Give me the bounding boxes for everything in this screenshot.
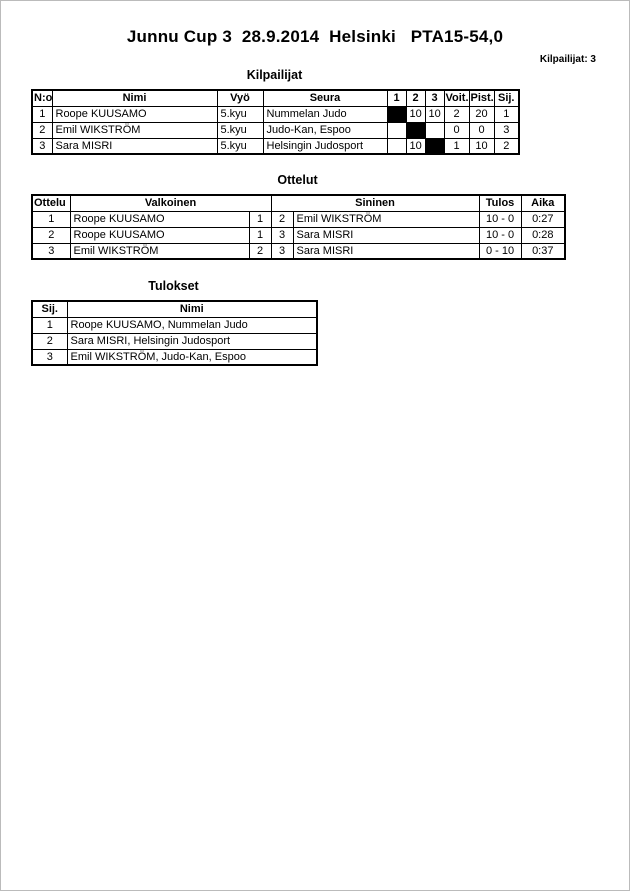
cell-tulos: 10 - 0 <box>479 211 521 227</box>
table-row <box>32 317 317 333</box>
cell-white-name: Roope KUUSAMO <box>70 227 249 243</box>
cell-aika: 0:37 <box>521 243 565 259</box>
col-ottelu: Ottelu <box>32 195 70 211</box>
col-sij: Sij. <box>494 90 519 106</box>
cell-blue-num: 3 <box>271 227 293 243</box>
tulokset-section <box>31 279 629 366</box>
kilpailijat-table <box>31 89 520 155</box>
col-vyo: Vyö <box>217 90 263 106</box>
cell-sij: 1 <box>494 106 519 122</box>
tulokset-heading: Tulokset <box>148 279 199 293</box>
cell-no: 3 <box>32 138 52 154</box>
cell-tulos: 10 - 0 <box>479 227 521 243</box>
table-row <box>32 138 519 154</box>
ottelut-heading: Ottelut <box>277 173 318 187</box>
cell-nimi: Roope KUUSAMO, Nummelan Judo <box>67 317 317 333</box>
cell-pist: 0 <box>469 122 494 138</box>
cell-seura: Helsingin Judosport <box>263 138 387 154</box>
cell-no: 1 <box>32 106 52 122</box>
cell-sij: 3 <box>494 122 519 138</box>
table-row <box>32 227 565 243</box>
col-sininen: Sininen <box>271 195 479 211</box>
cell-no: 2 <box>32 122 52 138</box>
cell-seura: Judo-Kan, Espoo <box>263 122 387 138</box>
cell-sij: 1 <box>32 317 67 333</box>
cell-sij: 3 <box>32 349 67 365</box>
kilpailijat-heading: Kilpailijat <box>246 68 303 82</box>
cell-aika: 0:28 <box>521 227 565 243</box>
cell-nimi: Emil WIKSTRÖM, Judo-Kan, Espoo <box>67 349 317 365</box>
cell-vyo: 5.kyu <box>217 106 263 122</box>
cell-seura: Nummelan Judo <box>263 106 387 122</box>
page-title: Junnu Cup 3 28.9.2014 Helsinki PTA15-54,0 <box>126 27 504 46</box>
cell-nimi: Sara MISRI, Helsingin Judosport <box>67 333 317 349</box>
cell-voit: 2 <box>444 106 469 122</box>
cell-match-3 <box>425 122 444 138</box>
ottelut-header-row <box>32 195 565 211</box>
cell-blue-name: Sara MISRI <box>293 227 479 243</box>
cell-aika: 0:27 <box>521 211 565 227</box>
col-valkoinen: Valkoinen <box>70 195 271 211</box>
col-no: N:o <box>32 90 52 106</box>
cell-nimi: Emil WIKSTRÖM <box>52 122 217 138</box>
cell-match-no: 3 <box>32 243 70 259</box>
cell-white-num: 2 <box>249 243 271 259</box>
col-voit: Voit. <box>444 90 469 106</box>
cell-white-name: Roope KUUSAMO <box>70 211 249 227</box>
cell-match-no: 2 <box>32 227 70 243</box>
cell-match-3-self <box>425 138 444 154</box>
cell-blue-name: Emil WIKSTRÖM <box>293 211 479 227</box>
cell-match-1-self <box>387 106 406 122</box>
cell-nimi: Sara MISRI <box>52 138 217 154</box>
cell-vyo: 5.kyu <box>217 122 263 138</box>
table-row <box>32 122 519 138</box>
col-seura: Seura <box>263 90 387 106</box>
cell-vyo: 5.kyu <box>217 138 263 154</box>
col-match-1: 1 <box>387 90 406 106</box>
col-match-2: 2 <box>406 90 425 106</box>
table-row <box>32 333 317 349</box>
col-nimi: Nimi <box>52 90 217 106</box>
cell-sij: 2 <box>32 333 67 349</box>
cell-white-num: 1 <box>249 211 271 227</box>
table-row <box>32 349 317 365</box>
cell-sij: 2 <box>494 138 519 154</box>
cell-nimi: Roope KUUSAMO <box>52 106 217 122</box>
cell-match-1 <box>387 138 406 154</box>
tulokset-table <box>31 300 318 366</box>
table-row <box>32 211 565 227</box>
cell-voit: 1 <box>444 138 469 154</box>
col-nimi: Nimi <box>67 301 317 317</box>
cell-match-3: 10 <box>425 106 444 122</box>
ottelut-section <box>31 173 629 260</box>
cell-white-num: 1 <box>249 227 271 243</box>
cell-pist: 10 <box>469 138 494 154</box>
kilpailijat-section <box>31 68 629 155</box>
competitor-count-label: Kilpailijat: 3 <box>539 54 596 65</box>
col-sij: Sij. <box>32 301 67 317</box>
cell-match-2: 10 <box>406 138 425 154</box>
col-tulos: Tulos <box>479 195 521 211</box>
cell-tulos: 0 - 10 <box>479 243 521 259</box>
col-pist: Pist. <box>469 90 494 106</box>
cell-white-name: Emil WIKSTRÖM <box>70 243 249 259</box>
tulokset-header-row <box>32 301 317 317</box>
table-row <box>32 243 565 259</box>
cell-match-1 <box>387 122 406 138</box>
ottelut-table <box>31 194 566 260</box>
cell-match-no: 1 <box>32 211 70 227</box>
cell-blue-name: Sara MISRI <box>293 243 479 259</box>
table-row <box>32 106 519 122</box>
cell-match-2: 10 <box>406 106 425 122</box>
cell-match-2-self <box>406 122 425 138</box>
col-match-3: 3 <box>425 90 444 106</box>
col-aika: Aika <box>521 195 565 211</box>
cell-blue-num: 3 <box>271 243 293 259</box>
cell-voit: 0 <box>444 122 469 138</box>
cell-blue-num: 2 <box>271 211 293 227</box>
cell-pist: 20 <box>469 106 494 122</box>
kilpailijat-header-row <box>32 90 519 106</box>
